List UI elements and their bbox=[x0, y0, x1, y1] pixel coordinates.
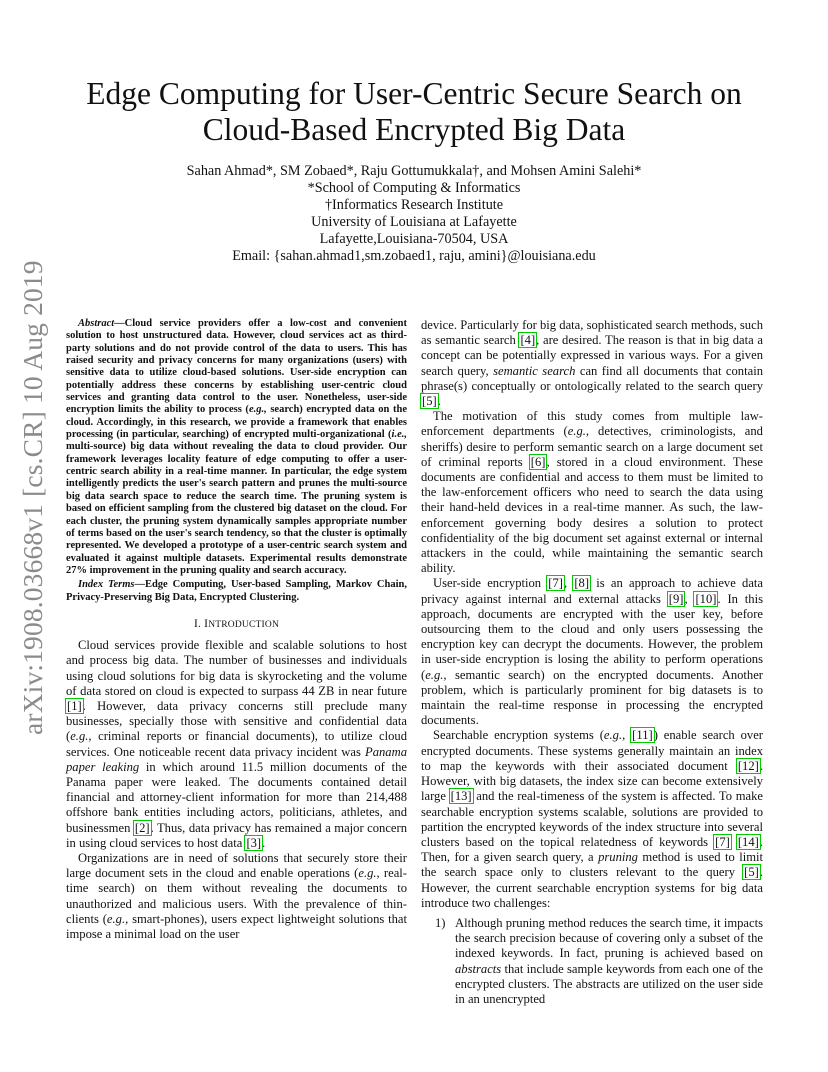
affiliation-1: *School of Computing & Informatics bbox=[307, 180, 521, 196]
abstract: Abstract—Cloud service providers offer a low-cost and convenient solution to host unstructured data. However, cloud services act as third-party solutions and do not provide control of the data to users. This has raised security and privacy concerns for many organizations (users) with sensitive data to utilize cloud-based solutions. User-side encryption can potentially address these concerns by establishing user-centric cloud services and granting data control to the user. Nonetheless, user-side encryption limits the ability to process (e.g., search) encrypted data on the cloud. Accordingly, in this research, we provide a framework that enables processing (in particular, searching) of encrypted multi-organizational (i.e., multi-source) big data without revealing the data to cloud provider. Our framework leverages locality feature of edge computing to offer a user-centric search ability in a real-time manner. In particular, the edge system intelligently predicts the user's search pattern and prunes the multi-source big data search space to reduce the search time. The pruning system is based on efficient sampling from the clustered big dataset on the cloud. For each cluster, the pruning system dynamically samples appropriate number of terms based on the user's search tendency, so that the cluster is optimally represented. We developed a prototype of a user-centric search system and evaluated it against multiple datasets. Experimental results demonstrate 27% improvement in the pruning quality and search accuracy. bbox=[66, 318, 407, 576]
author-names: Sahan Ahmad*, SM Zobaed*, Raju Gottumukkala†, and Mohsen Amini Salehi* bbox=[186, 163, 642, 179]
index-terms-label: Index Terms bbox=[78, 579, 135, 591]
email: Email: {sahan.ahmad1,sm.zobaed1, raju, amini}@louisiana.edu bbox=[232, 248, 596, 264]
university: University of Louisiana at Lafayette bbox=[311, 214, 517, 230]
body-paragraph-3: User-side encryption [7], [8] is an approach to achieve data privacy against internal and external attacks [9], [10]. In this approach, documents are encrypted with the user key, before outsourcing them to the cloud and only users possessing the encryption key can decrypt the documents. However, the problem in user-side encryption is losing the ability to perform operations (e.g., semantic search) on the encrypted documents. Another problem, which is particularly prominent for big datasets is to maintain the real-time response in processing the encrypted documents. bbox=[421, 576, 764, 728]
citation-link[interactable]: [10] bbox=[695, 591, 717, 606]
section-heading-introduction: I. INTRODUCTION bbox=[193, 617, 280, 630]
author-block bbox=[60, 163, 768, 265]
citation-link[interactable]: [11] bbox=[632, 728, 653, 743]
affiliation-2: †Informatics Research Institute bbox=[324, 197, 504, 213]
citation-link[interactable]: [7] bbox=[715, 834, 730, 849]
challenge-list-item-1: 1) Although pruning method reduces the search time, it impacts the search precision because of covering only a subset of the indexed keywords. In fact, pruning is achieved based on abstracts that include sample keywords from each one of the encrypted clusters. The abstracts are utilized on the user side in an unencrypted bbox=[435, 915, 763, 1006]
index-terms: Index Terms—Edge Computing, User-based Sampling, Markov Chain, Privacy-Preserving Big Data, Encrypted Clustering. bbox=[66, 579, 407, 603]
citation-link[interactable]: [5] bbox=[422, 394, 437, 409]
arxiv-identifier: arXiv:1908.03668v1 [cs.CR] 10 Aug 2019 bbox=[17, 260, 48, 735]
title-line-2: Cloud-Based Encrypted Big Data bbox=[202, 112, 626, 147]
citation-link[interactable]: [14] bbox=[737, 834, 759, 849]
right-column bbox=[421, 318, 763, 1007]
citation-link[interactable]: [1] bbox=[67, 698, 82, 713]
list-number: 1) bbox=[435, 915, 446, 930]
body-paragraph-1: device. Particularly for big data, sophisticated search methods, such as semantic search [4], are desired. The reason is that in big data a concept can be potentially expressed in various ways. For a given search query, semantic search can find all documents that contain phrase(s) conceptually or ontologically related to the search query [5]. bbox=[421, 318, 763, 409]
intro-paragraph-1: Cloud services provide flexible and scalable solutions to host and process big data. The number of businesses and individuals using cloud solutions for big data is skyrocketing and the volume of data stored on cloud is expected to surpass 44 ZB in near future [1]. However, data privacy concerns still preclude many businesses, specially those with sensitive and confidential data (e.g., criminal reports or financial documents), to utilize cloud services. One noticeable recent data privacy incident was Panama paper leaking in which around 11.5 million documents of the Panama paper were leaked. The documents contained detail financial and attorney-client information for more than 214,488 offshore bank entities including actors, politicians, athletes, and businessmen [2]. Thus, data privacy has remained a major concern in using cloud services to host data [3]. bbox=[66, 638, 408, 850]
citation-link[interactable]: [12] bbox=[737, 758, 759, 773]
citation-link[interactable]: [5] bbox=[744, 865, 759, 880]
body-paragraph-4: Searchable encryption systems (e.g., [11]) enable search over encrypted documents. These systems generally maintain an index to map the keywords with their associated document [12]. However, with big datasets, the index size can become extensively large [13] and the real-timeness of the system is affected. To make searchable encryption systems scalable, solutions are provided to partition the encrypted keywords of the index structure into several clusters based on the topical relatedness of keywords [7] [14]. Then, for a given search query, a pruning method is used to limit the search space only to clusters relevant to the query [5]. However, the current searchable encryption systems for big data introduce two challenges: bbox=[421, 728, 764, 910]
body-paragraph-2: The motivation of this study comes from multiple law-enforcement departments (e.g., detectives, criminologists, and sheriffs) desire to perform semantic search on a large document set of criminal reports [6], stored in a cloud environment. These documents are confidential and access to them must be limited to the law-enforcement officers who need to search the data using their hand-held devices in a real-time manner. As such, the law-enforcement governing body desires a solution to protect confidentiality of the big document set against external or internal attackers in the could, while maintaining the semantic search ability. bbox=[421, 409, 764, 576]
citation-link[interactable]: [6] bbox=[530, 454, 546, 469]
title-line-1: Edge Computing for User-Centric Secure Search on bbox=[86, 76, 742, 111]
citation-link[interactable]: [3] bbox=[246, 835, 262, 850]
citation-link[interactable]: [9] bbox=[668, 591, 684, 606]
citation-link[interactable]: [7] bbox=[548, 576, 563, 591]
paper-title bbox=[40, 76, 788, 148]
address: Lafayette,Louisiana-70504, USA bbox=[319, 231, 509, 247]
citation-link[interactable]: [13] bbox=[450, 789, 472, 804]
intro-paragraph-2: Organizations are in need of solutions that securely store their large document sets in the cloud and enable operations (e.g., real-time search) on them without revealing the documents to unauthorized and malicious users. With the prevalence of thin-clients (e.g., smart-phones), users expect lightweight solutions that impose a minimal load on the user bbox=[66, 850, 407, 941]
citation-link[interactable]: [8] bbox=[574, 576, 590, 591]
left-column bbox=[66, 318, 407, 942]
citation-link[interactable]: [2] bbox=[134, 820, 150, 835]
citation-link[interactable]: [4] bbox=[520, 333, 536, 348]
abstract-label: Abstract bbox=[78, 318, 115, 329]
